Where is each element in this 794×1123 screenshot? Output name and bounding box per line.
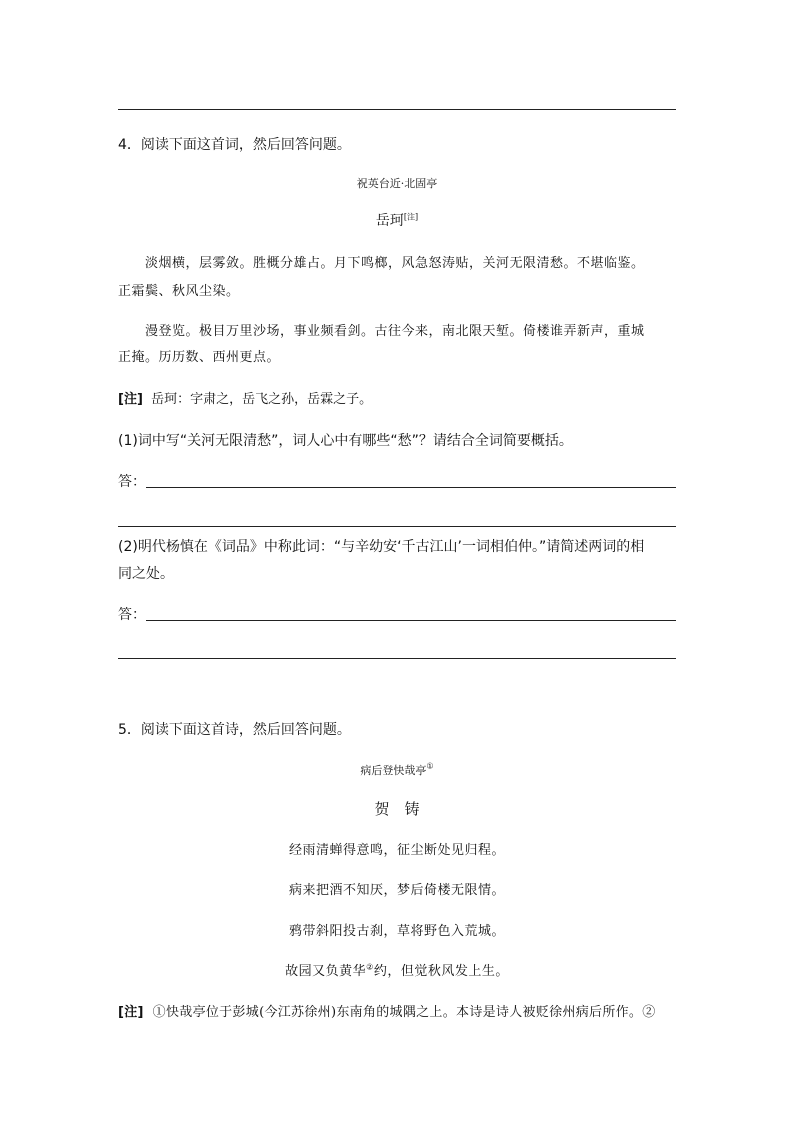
q4-note [118, 390, 372, 410]
q4-sub2-answer-line-2[interactable] [118, 658, 676, 659]
q4-note-text: 岳珂：字肃之，岳飞之孙，岳霖之子。 [151, 392, 373, 407]
q4-prompt: 4．阅读下面这首词，然后回答问题。 [118, 137, 351, 153]
q4-author-name: 岳珂 [375, 213, 404, 229]
q5-line3: 鸦带斜阳投古刹，草将野色入荒城。 [288, 924, 505, 939]
q4-sub1-answer-line-2[interactable] [118, 526, 676, 527]
q5-prompt: 5．阅读下面这首诗，然后回答问题。 [118, 722, 351, 738]
q4-stanza2-line1: 漫登览。极目万里沙场，事业频看剑。古往今来，南北限天堑。倚楼谁弄新声，重城 [145, 324, 645, 339]
q5-note-label: [注] [118, 1005, 144, 1020]
q4-stanza1-line1: 淡烟横，层雾敛。胜概分雄占。月下鸣榔，风急怒涛贴，关河无限清愁。不堪临鉴。 [145, 256, 645, 271]
q4-sub2-answer-label: 答： [118, 607, 146, 623]
q5-line4-part1: 故园又负黄华 [285, 964, 367, 979]
q4-sub1: (1)词中写“关河无限清愁”，词人心中有哪些“愁”？请结合全词简要概括。 [118, 433, 573, 449]
q5-line4-mark: ② [366, 962, 374, 972]
q4-note-label: [注] [118, 392, 143, 407]
q5-line4-part2: 约，但觉秋风发上生。 [373, 964, 509, 979]
q5-line2: 病来把酒不知厌，梦后倚楼无限情。 [288, 883, 505, 898]
q5-poem-title [0, 760, 794, 781]
q4-sub1-answer-row [118, 472, 676, 492]
q4-sub1-answer-line-1[interactable] [146, 487, 676, 488]
q5-author: 贺 铸 [374, 800, 420, 818]
q4-stanza2-line2: 正掩。历历数、西州更点。 [118, 350, 281, 365]
q4-sub2-line1: (2)明代杨慎在《词品》中称此词：“与辛幼安‘千古江山’一词相伯仲。”请简述两词的相 [118, 539, 645, 555]
q5-title-note-mark: ① [426, 761, 434, 771]
q5-note-text: ①快哉亭位于彭城(今江苏徐州)东南角的城隅之上。本诗是诗人被贬徐州病后所作。② [152, 1005, 656, 1020]
q4-author-note-mark: [注] [403, 212, 419, 222]
q5-poem-title-text: 病后登快哉亭 [360, 764, 427, 777]
q4-poem-title: 祝英台近·北固亭 [356, 177, 438, 190]
q5-line1: 经雨清蝉得意鸣，征尘断处见归程。 [288, 843, 505, 858]
q4-sub1-answer-label: 答： [118, 474, 146, 490]
q5-line4 [0, 962, 794, 982]
q5-note [118, 1003, 656, 1023]
top-rule [118, 109, 676, 110]
q4-sub2-answer-row [118, 605, 676, 625]
q4-sub2-line2: 同之处。 [118, 566, 174, 582]
q4-sub2-answer-line-1[interactable] [146, 620, 676, 621]
q4-stanza1-line2: 正霜鬓、秋风尘染。 [118, 284, 240, 299]
q4-author [0, 211, 794, 231]
